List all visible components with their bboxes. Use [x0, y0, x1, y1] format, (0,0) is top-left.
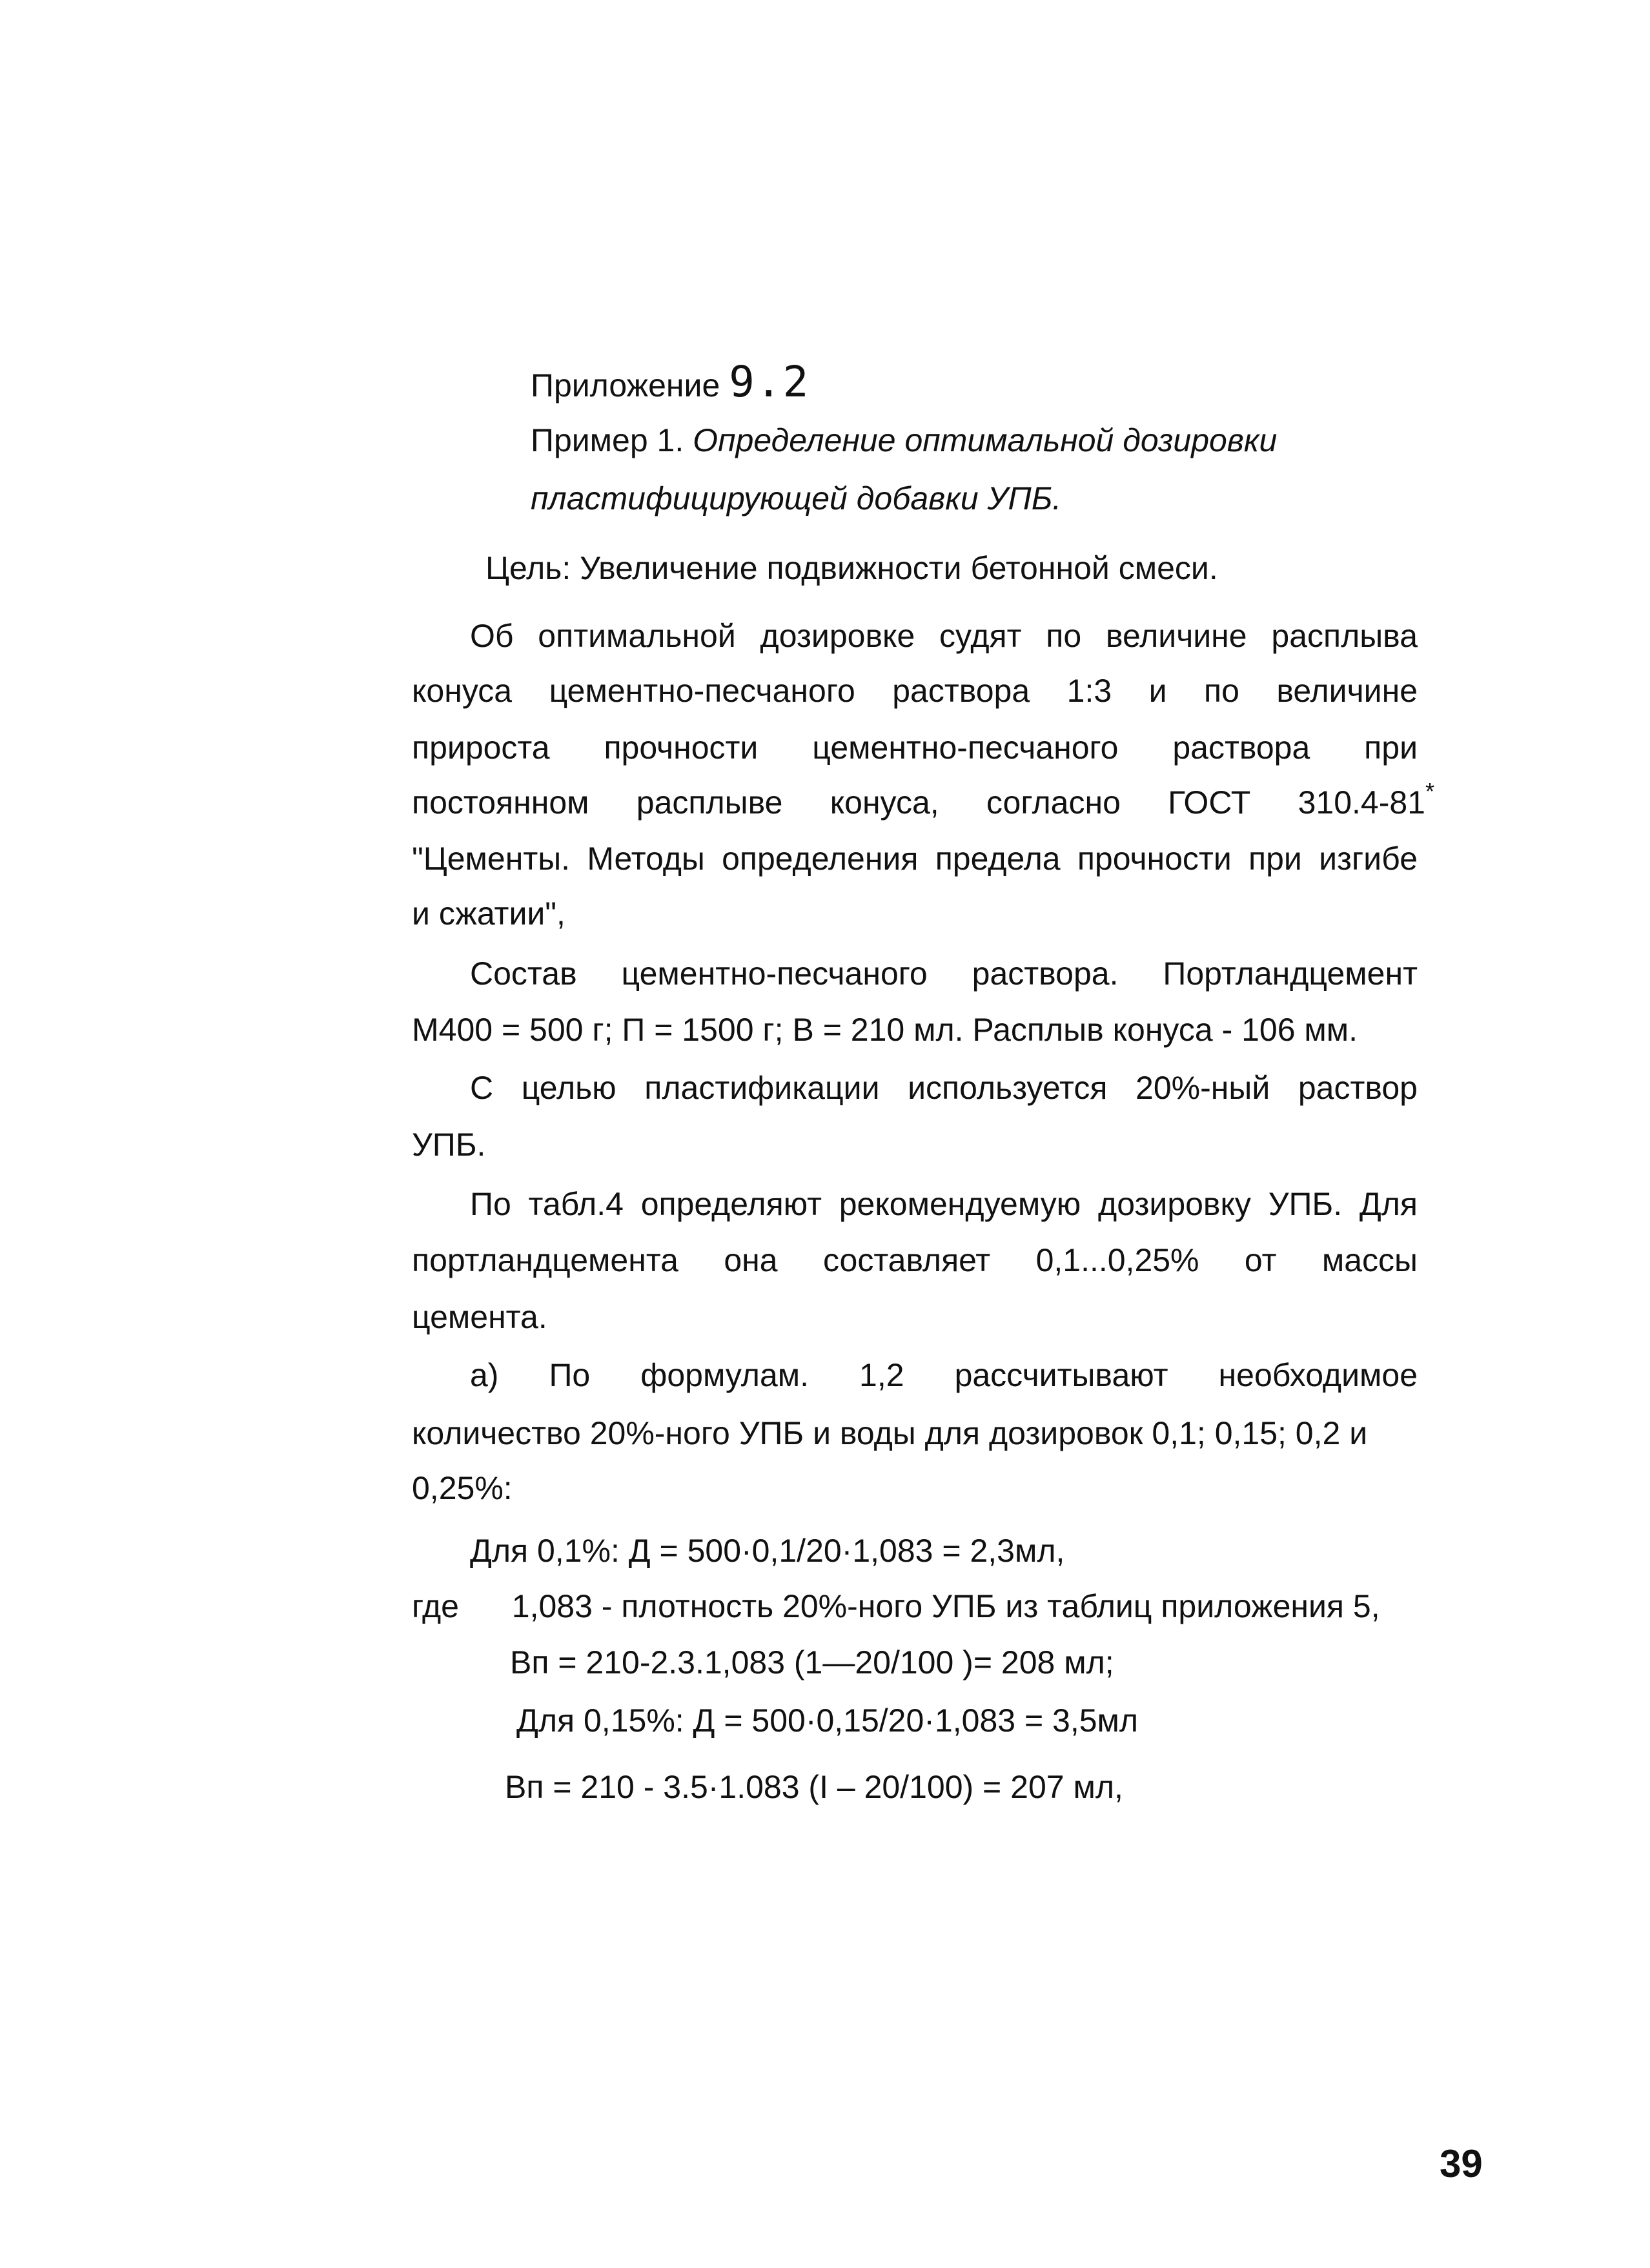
paragraph-3-line-1: С целью пластификации используется 20%-ный раствор	[470, 1070, 1418, 1106]
where-text: 1,083 - плотность 20%-ного УПБ из таблиц приложения 5,	[511, 1588, 1380, 1624]
paragraph-1-line-4	[412, 778, 1435, 825]
paragraph-5-line-2: количество 20%-ного УПБ и воды для дозировок 0,1; 0,15; 0,2 и	[412, 1415, 1368, 1451]
paragraph-1-line-6: и сжатии",	[412, 895, 565, 932]
page-number: 39	[1440, 2142, 1483, 2185]
example-title-line-2: пластифицирующей добавки УПБ.	[531, 480, 1062, 516]
paragraph-4-line-1: По табл.4 определяют рекомендуемую дозировку УПБ. Для	[470, 1186, 1418, 1222]
footnote-mark: *	[1425, 778, 1435, 804]
appendix-label: Приложение	[531, 367, 720, 404]
paragraph-4-line-3: цемента.	[412, 1299, 547, 1335]
formula-dose-0-1: Для 0,1%: Д = 500·0,1/20·1,083 = 2,3мл,	[470, 1533, 1065, 1569]
paragraph-5-line-3: 0,25%:	[412, 1470, 513, 1506]
example-label: Пример 1.	[531, 422, 684, 458]
example-title-line-1	[531, 421, 1277, 460]
paragraph-4-line-2: портландцемента она составляет 0,1...0,25% от массы	[412, 1242, 1418, 1278]
example-title-part-1: Определение оптимальной дозировки	[693, 422, 1278, 458]
paragraph-2-line-1: Состав цементно-песчаного раствора. Портландцемент	[470, 955, 1418, 992]
where-label: где	[412, 1588, 459, 1624]
formula-where-row	[412, 1587, 1380, 1626]
paragraph-1-line-3: прироста прочности цементно-песчаного раствора при	[412, 730, 1418, 766]
appendix-heading	[531, 357, 810, 407]
goal-text: Цель: Увеличение подвижности бетонной смеси.	[485, 550, 1218, 586]
paragraph-1-line-5: "Цементы. Методы определения предела прочности при изгибе	[412, 841, 1418, 877]
formula-water-0-15: Вп = 210 - 3.5·1.083 (I – 20/100) = 207 мл,	[505, 1769, 1123, 1805]
formula-dose-0-15: Для 0,15%: Д = 500·0,15/20·1,083 = 3,5мл	[516, 1702, 1139, 1739]
formula-water-0-1: Вп = 210-2.3.1,083 (1—20/100 )= 208 мл;	[510, 1644, 1114, 1681]
paragraph-3-line-2: УПБ.	[412, 1127, 486, 1163]
paragraph-5-line-1: а) По формулам. 1,2 рассчитывают необходимое	[470, 1357, 1418, 1393]
paragraph-1-line-2: конуса цементно-песчаного раствора 1:3 и по величине	[412, 673, 1418, 709]
appendix-number: 9.2	[729, 357, 810, 407]
paragraph-2-line-2: М400 = 500 г; П = 1500 г; В = 210 мл. Расплыв конуса - 106 мм.	[412, 1012, 1358, 1048]
paragraph-1-line-4-text: постоянном расплыве конуса, согласно ГОСТ 310.4-81	[412, 784, 1425, 821]
paragraph-1-line-1: Об оптимальной дозировке судят по величине расплыва	[470, 618, 1418, 654]
